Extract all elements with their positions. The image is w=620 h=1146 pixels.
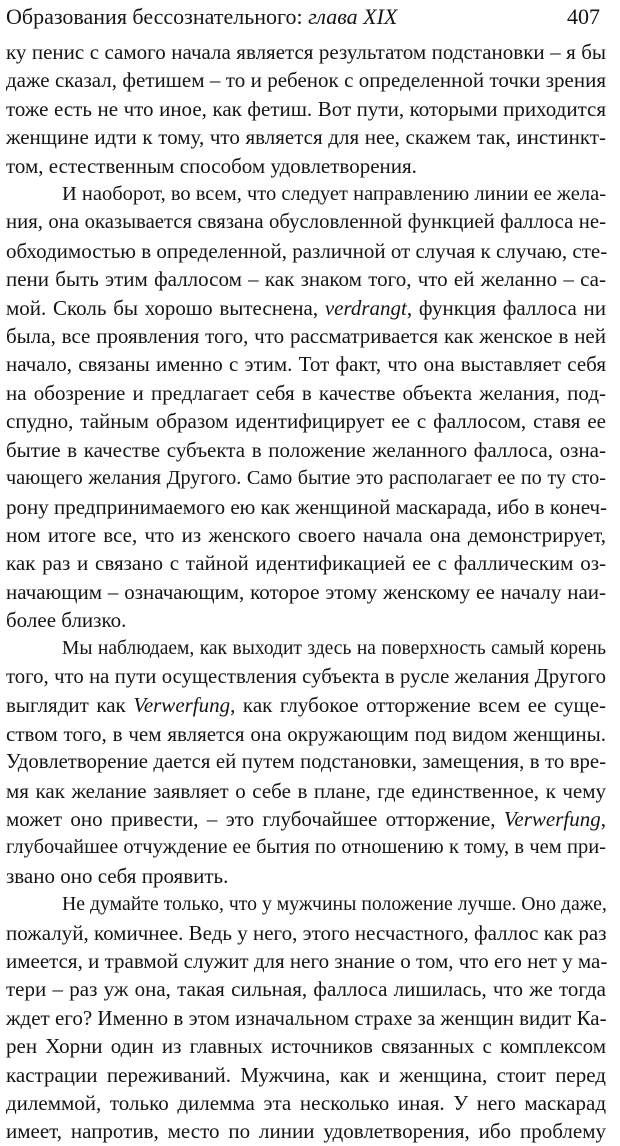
text-line: звано оно себя проявить.: [6, 863, 229, 888]
text-line: пожалуй, комичнее. Ведь у него, этого несчастного, фаллос как раз: [6, 920, 607, 945]
text-line: мя как желание заявляет о себе в плане, где единственное, к чему: [6, 778, 606, 803]
text-line: Удовлетворение дается ей путем подстановки, замещения, в то вре-: [6, 751, 606, 774]
text-segment: , функция фаллоса ни: [406, 295, 606, 320]
text-line: была, все проявления того, что рассматривается как женское в ней: [6, 324, 606, 349]
text-line: ку пенис с самого начала является результатом подстановки – я бы: [6, 40, 606, 64]
text-line: Не думайте только, что у мужчины положение лучше. Оно даже,: [62, 893, 607, 916]
text-line: имеет, напротив, место по линии удовлетворения, ибо проблему: [6, 1119, 606, 1144]
text-line: спудно, тайным образом идентифицирует ее с фаллосом, ставя ее: [6, 409, 606, 434]
text-line: начало, связаны именно с этим. Тот факт, что она выставляет себя: [6, 352, 606, 377]
paragraph: [6, 890, 606, 1146]
text-line: кастрации переживаний. Мужчина, как и женщина, стоит перед: [6, 1062, 606, 1087]
paragraph: [6, 635, 606, 891]
text-line: ством того, в чем является она окружающим под видом женщины.: [6, 721, 606, 746]
text-line: рен Хорни один из главных источников связанных с комплексом: [6, 1034, 606, 1059]
text-segment: , как глубокое отторжение всем ее суще-: [230, 693, 607, 718]
text-line: даже сказал, фетишем – то и ребенок с определенной точки зрения: [6, 68, 606, 93]
text-line: пени быть этим фаллосом – как знаком того, что ей желанно – са-: [6, 267, 606, 292]
text-line: дилеммой, только дилемма эта несколько иная. У него маскарад: [6, 1091, 606, 1116]
text-line: ждет его? Именно в этом изначальном страхе за женщин видит Ка-: [6, 1005, 607, 1030]
text-line: тоже есть не что иное, как фетиш. Вот пути, которыми приходится: [6, 96, 606, 121]
text-line: том, естественным способом удовлетворения.: [6, 153, 417, 178]
text-line: на обозрение и предлагает себя в качестве объекта желания, под-: [6, 380, 606, 405]
text-line: имеется, и травмой служит для него знание о том, что его нет у ма-: [6, 949, 608, 973]
page-number: 407: [567, 4, 600, 29]
text-line: [6, 805, 606, 833]
text-segment: ,: [600, 806, 606, 831]
text-line: женщине идти к тому, что является для нее, скажем так, инстинкт-: [6, 125, 606, 150]
text-line: рону предпринимаемого ею как женщиной маскарада, ибо в конеч-: [6, 494, 608, 519]
running-title-main: Образования бессознательного:: [6, 4, 309, 29]
text-line: [6, 691, 606, 719]
italic-term: Verwerfung: [503, 806, 601, 831]
text-line: тери – раз уж она, такая сильная, фаллоса лишилась, что же тогда: [6, 977, 606, 1002]
running-header: [6, 2, 600, 32]
text-line: как раз и связано с тайной идентификацией ее с фаллическим оз-: [6, 551, 606, 576]
text-line: ния, она оказывается связана обусловленной функцией фаллоса не-: [6, 211, 606, 234]
paragraph: [6, 38, 606, 180]
text-line: И наоборот, во всем, что следует направлению линии ее жела-: [62, 183, 607, 206]
italic-term: Verwerfung: [133, 693, 231, 718]
text-segment: выглядит как: [6, 693, 134, 718]
running-title-chapter: глава XIX: [308, 4, 398, 29]
italic-term: verdrangt: [324, 295, 407, 320]
text-segment: может оно привести, – это глубочайшее отторжение,: [6, 806, 504, 831]
text-line: более близко.: [6, 608, 127, 633]
text-line: того, что на пути осуществления субъекта в русле желания Другого: [6, 665, 606, 688]
text-line: бытие в качестве субъекта в положение желанного фаллоса, озна-: [6, 437, 606, 462]
text-line: начающим – означающим, которое этому женскому ее началу наи-: [6, 579, 606, 604]
text-line: глубочайшее отчуждение ее бытия по отношению к тому, в чем при-: [6, 836, 606, 859]
running-title: [6, 2, 397, 32]
text-segment: мой. Сколь бы хорошо вытеснена,: [6, 295, 325, 320]
text-line: [6, 294, 606, 322]
text-line: ном итоге все, что из женского своего начала она демонстрирует,: [6, 522, 606, 547]
body-text: [6, 38, 606, 1146]
text-line: обходимостью в определенной, различной от случая к случаю, сте-: [6, 238, 608, 263]
paragraph: [6, 180, 606, 635]
text-line: чающего желания Другого. Само бытие это располагает ее по ту сто-: [6, 467, 606, 490]
text-line: Мы наблюдаем, как выходит здесь на поверхность самый корень: [62, 637, 606, 659]
